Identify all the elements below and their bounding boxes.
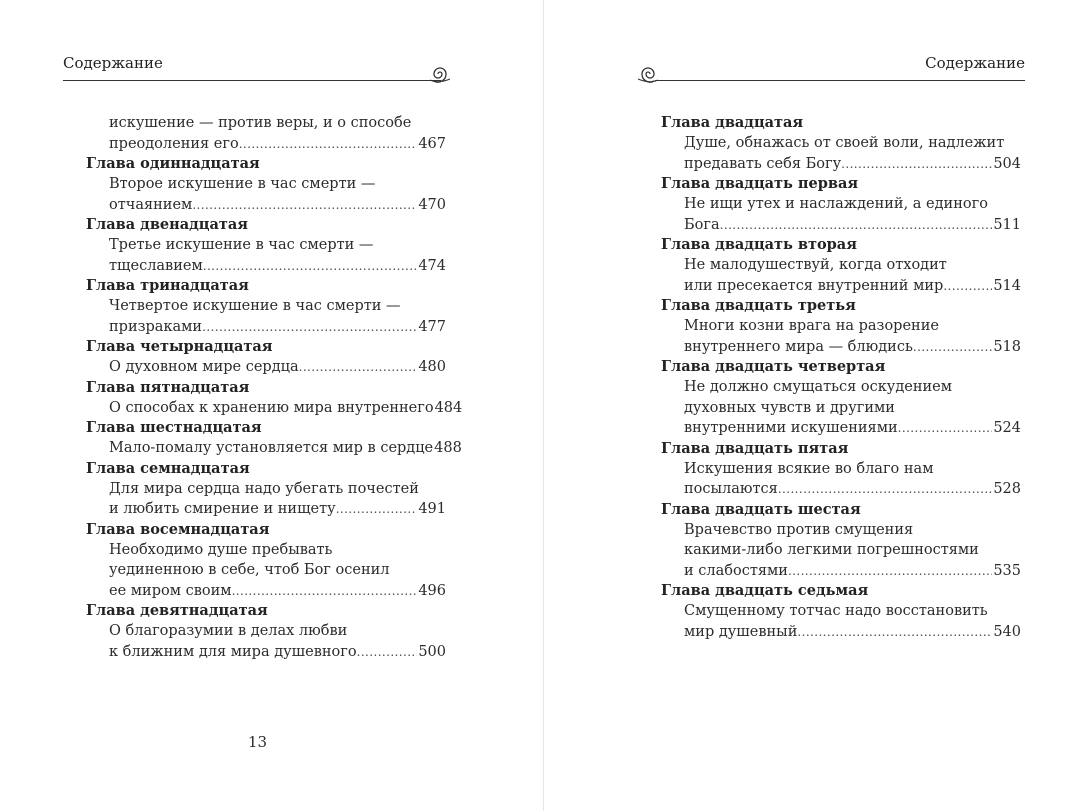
toc-entry <box>86 418 462 459</box>
toc-right <box>661 113 1021 642</box>
header-rule-left <box>63 80 441 81</box>
page-ref: 488 <box>434 440 462 456</box>
description-line: Для мира сердца надо убегать почестей <box>109 480 419 497</box>
chapter-description <box>661 194 1021 235</box>
chapter-description <box>86 621 446 662</box>
description-last-line <box>684 215 1021 236</box>
leader-dots <box>239 134 418 155</box>
description-line: внутреннего мира — блюдись <box>684 338 913 355</box>
chapter-heading: Глава пятнадцатая <box>86 378 250 396</box>
description-last-line <box>684 418 1021 439</box>
leader-dots <box>336 499 418 520</box>
description-line: Не ищи утех и наслаждений, а единого <box>684 196 988 212</box>
description-line: и слабостями <box>684 562 788 579</box>
chapter-description <box>86 113 446 154</box>
description-line: О духовном мире сердца <box>109 359 299 375</box>
page-ref: 524 <box>993 420 1021 436</box>
description-line: Душе, обнажась от своей воли, надлежит <box>684 135 1005 151</box>
description-line: призраками <box>109 318 203 335</box>
page-ref: 477 <box>418 318 446 335</box>
toc-entry <box>86 601 446 662</box>
description-line: Бога <box>684 216 720 233</box>
page-ref: 518 <box>993 338 1021 355</box>
description-line: Не должно смущаться оскудением <box>684 379 953 395</box>
chapter-heading: Глава двадцать пятая <box>661 439 849 457</box>
description-line: О благоразумии в делах любви <box>109 623 348 639</box>
description-line: тщеславием <box>109 257 203 274</box>
toc-entry <box>86 113 446 154</box>
page-ref: 491 <box>418 501 446 517</box>
page-ref: 496 <box>418 582 446 599</box>
description-line: посылаются <box>684 481 778 497</box>
leader-dots <box>232 581 418 602</box>
description-line: какими-либо легкими погрешностями <box>684 542 979 558</box>
chapter-heading: Глава одиннадцатая <box>86 155 260 172</box>
description-last-line <box>684 561 1021 582</box>
page-ref: 470 <box>418 196 446 213</box>
chapter-heading: Глава двадцать четвертая <box>661 358 886 375</box>
chapter-description <box>661 520 1021 582</box>
toc-entry <box>661 357 1021 439</box>
chapter-heading: Глава четырнадцатая <box>86 338 273 355</box>
description-line: Смущенному тотчас надо восстановить <box>684 603 988 619</box>
chapter-heading: Глава тринадцатая <box>86 277 249 294</box>
running-head-right: Содержание <box>925 54 1025 72</box>
toc-left <box>86 113 463 662</box>
leader-dots <box>841 154 992 175</box>
leader-dots <box>192 195 417 216</box>
description-line: Врачевство против смущения <box>684 521 914 538</box>
description-line: мир душевный <box>684 623 798 640</box>
description-line: Третье искушение в час смерти — <box>109 237 374 253</box>
description-line: отчаянием <box>109 196 193 213</box>
swirl-ornament-icon <box>636 63 660 85</box>
toc-entry <box>86 459 446 520</box>
toc-entry <box>661 439 1021 500</box>
description-line: или пресекается внутренний мир <box>684 277 944 294</box>
description-line: О способах к хранению мира внутреннего <box>109 399 434 416</box>
page-ref: 480 <box>418 359 446 375</box>
chapter-heading: Глава двадцать шестая <box>661 500 861 518</box>
leader-dots <box>913 337 992 358</box>
leader-dots <box>720 215 993 236</box>
description-last-line <box>109 398 463 419</box>
chapter-heading: Глава двадцать седьмая <box>661 582 869 599</box>
toc-entry <box>661 581 1021 642</box>
description-line: Многи козни врага на разорение <box>684 318 939 334</box>
description-last-line <box>109 499 446 520</box>
chapter-description <box>86 296 446 337</box>
chapter-heading: Глава шестнадцатая <box>86 419 262 436</box>
chapter-heading: Глава двенадцатая <box>86 216 248 233</box>
leader-dots <box>898 418 993 439</box>
leader-dots <box>202 317 417 338</box>
description-last-line <box>109 256 446 277</box>
description-last-line <box>109 357 446 378</box>
description-line: ее миром своим <box>109 582 232 599</box>
page-ref: 484 <box>434 399 463 416</box>
description-line: преодоления его <box>109 135 239 152</box>
toc-entry <box>86 520 446 602</box>
right-page <box>544 0 1086 811</box>
description-line: внутренними искушениями <box>684 420 898 436</box>
chapter-heading: Глава двадцать вторая <box>661 236 857 253</box>
chapter-description <box>86 479 446 520</box>
toc-entry <box>661 235 1021 296</box>
description-last-line <box>684 479 1021 500</box>
chapter-description <box>86 438 462 459</box>
chapter-description <box>86 174 446 215</box>
description-last-line <box>109 642 446 663</box>
page-ref: 500 <box>418 643 446 660</box>
description-line: и любить смирение и нищету <box>109 501 336 517</box>
page-ref: 504 <box>993 155 1021 172</box>
page-ref: 540 <box>993 623 1021 640</box>
chapter-description <box>86 398 463 419</box>
chapter-description <box>86 235 446 276</box>
toc-entry <box>86 154 446 215</box>
description-line: Четвертое искушение в час смерти — <box>109 298 401 314</box>
description-last-line <box>684 154 1021 175</box>
toc-entry <box>661 296 1021 357</box>
chapter-description <box>661 459 1021 500</box>
description-last-line <box>109 438 462 459</box>
description-line: уединенною в себе, чтоб Бог осенил <box>109 562 390 578</box>
description-line: Мало-помалу установляется мир в сердце <box>109 440 434 456</box>
page-ref: 474 <box>418 257 446 274</box>
chapter-description <box>661 255 1021 296</box>
page-number: 13 <box>248 733 268 751</box>
description-last-line <box>684 337 1021 358</box>
description-last-line <box>109 195 446 216</box>
running-head-left: Содержание <box>63 54 163 72</box>
toc-entry <box>86 276 446 337</box>
chapter-description <box>86 540 446 602</box>
page-ref: 528 <box>993 481 1021 497</box>
toc-entry <box>86 215 446 276</box>
chapter-heading: Глава восемнадцатая <box>86 520 270 538</box>
leader-dots <box>778 479 992 500</box>
page-ref: 467 <box>418 135 446 152</box>
chapter-description <box>661 601 1021 642</box>
description-last-line <box>684 622 1021 643</box>
page-ref: 511 <box>993 216 1021 233</box>
toc-entry <box>86 337 446 378</box>
toc-entry <box>661 113 1021 174</box>
description-line: Искушения всякие во благо нам <box>684 460 934 477</box>
chapter-heading: Глава двадцать третья <box>661 297 856 314</box>
description-line: к ближним для мира душевного <box>109 643 357 660</box>
description-line: искушение — против веры, и о способе <box>109 115 412 131</box>
header-rule-right <box>655 80 1025 81</box>
chapter-description <box>661 377 1021 439</box>
swirl-ornament-icon <box>428 63 452 85</box>
page-ref: 535 <box>993 562 1021 579</box>
chapter-description <box>661 133 1021 174</box>
chapter-heading: Глава семнадцатая <box>86 459 250 477</box>
description-last-line <box>109 317 446 338</box>
chapter-heading: Глава девятнадцатая <box>86 602 268 619</box>
leader-dots <box>299 357 418 378</box>
leader-dots <box>357 642 418 663</box>
description-line: предавать себя Богу <box>684 155 842 172</box>
toc-entry <box>86 378 463 419</box>
page-ref: 514 <box>993 277 1021 294</box>
chapter-description <box>86 357 446 378</box>
chapter-description <box>661 316 1021 357</box>
description-last-line <box>109 581 446 602</box>
description-line: духовных чувств и другими <box>684 399 895 416</box>
chapter-heading: Глава двадцатая <box>661 114 804 131</box>
description-line: Второе искушение в час смерти — <box>109 176 376 192</box>
leader-dots <box>203 256 418 277</box>
leader-dots <box>797 622 992 643</box>
toc-entry <box>661 174 1021 235</box>
leader-dots <box>788 561 992 582</box>
description-line: Не малодушествуй, когда отходит <box>684 257 947 273</box>
description-last-line <box>684 276 1021 297</box>
leader-dots <box>943 276 992 297</box>
description-line: Необходимо душе пребывать <box>109 541 333 558</box>
description-last-line <box>109 134 446 155</box>
chapter-heading: Глава двадцать первая <box>661 175 859 192</box>
toc-entry <box>661 500 1021 582</box>
